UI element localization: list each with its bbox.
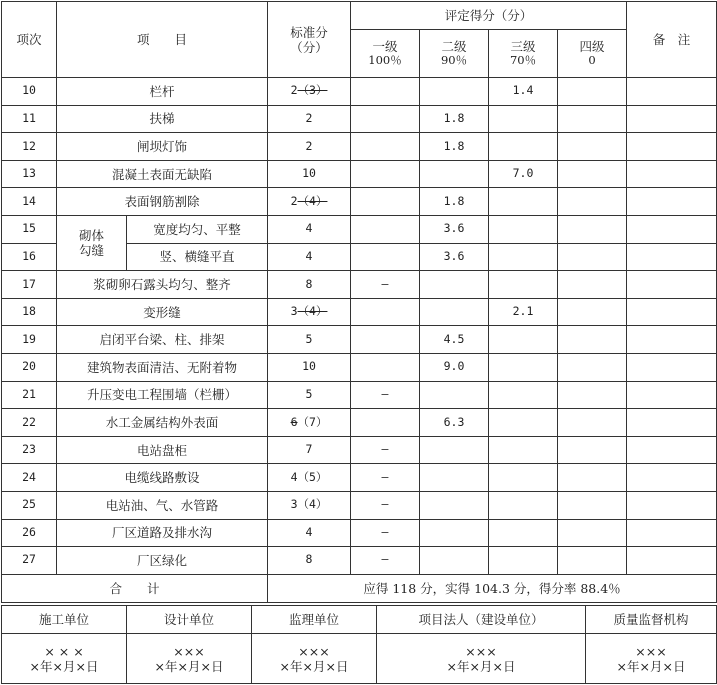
grade-score-g1: — (351, 436, 420, 464)
grade-score-g3 (489, 519, 558, 547)
std-struck-value: （4） (297, 193, 328, 208)
grade-score-g3 (489, 547, 558, 575)
sig-unit-supervision: 监理单位 (252, 606, 377, 634)
grade-header-3: 三级 70％ (489, 30, 558, 78)
sig-name: ××× (173, 643, 205, 659)
row-item: 电缆线路敷设 (57, 464, 268, 492)
grade-score-g3 (489, 271, 558, 299)
sig-cell-construction (2, 634, 127, 684)
row-std (268, 105, 351, 133)
grade-score-g1 (351, 188, 420, 216)
row-std (268, 519, 351, 547)
row-no: 25 (2, 491, 57, 519)
grade-score-g4 (558, 78, 627, 106)
row-item: 扶梯 (57, 105, 268, 133)
sig-name: ××× (635, 643, 667, 659)
grade-score-g1 (351, 215, 420, 243)
sig-unit-quality: 质量监督机构 (586, 606, 717, 634)
row-no: 24 (2, 464, 57, 492)
table-row (2, 298, 717, 326)
sig-unit-construction: 施工单位 (2, 606, 127, 634)
grade-score-g3 (489, 464, 558, 492)
table-row (2, 381, 717, 409)
col-header-item: 项 目 (57, 2, 268, 78)
sig-cell-supervision (252, 634, 377, 684)
grade-score-g2 (420, 381, 489, 409)
row-std (268, 271, 351, 299)
row-no: 27 (2, 547, 57, 575)
row-std (268, 491, 351, 519)
grade-score-g4 (558, 381, 627, 409)
grade-score-g4 (558, 519, 627, 547)
grade-score-g2 (420, 464, 489, 492)
std-value: 5 (305, 386, 313, 401)
std-value: 10 (302, 166, 316, 181)
grade-score-g1: — (351, 547, 420, 575)
grade-score-g1: — (351, 491, 420, 519)
row-item: 闸坝灯饰 (57, 133, 268, 161)
sig-name: × × × (44, 643, 84, 659)
grade-score-g3: 7.0 (489, 160, 558, 188)
table-row (2, 215, 717, 243)
grade-score-g4 (558, 409, 627, 437)
std-struck-value: （4） (297, 304, 328, 319)
row-remark (627, 215, 717, 243)
table-row (2, 78, 717, 106)
sig-date: ×年×月×日 (154, 658, 224, 674)
row-remark (627, 547, 717, 575)
grade-score-g4 (558, 105, 627, 133)
row-std (268, 353, 351, 381)
grade-score-g4 (558, 160, 627, 188)
grade-score-g2: 6.3 (420, 409, 489, 437)
grade-score-g2 (420, 160, 489, 188)
grade-score-g1: — (351, 519, 420, 547)
row-std (268, 215, 351, 243)
grade-score-g2 (420, 519, 489, 547)
row-remark (627, 298, 717, 326)
table-row (2, 519, 717, 547)
row-remark (627, 160, 717, 188)
grade-score-g2 (420, 298, 489, 326)
std-value: 2 (305, 138, 313, 153)
grade-score-g3 (489, 243, 558, 271)
row-std (268, 188, 351, 216)
row-remark (627, 491, 717, 519)
row-std (268, 78, 351, 106)
row-std (268, 409, 351, 437)
grade-score-g2: 1.8 (420, 133, 489, 161)
row-std (268, 243, 351, 271)
grade-score-g1 (351, 160, 420, 188)
row-remark (627, 133, 717, 161)
row-no: 15 (2, 215, 57, 243)
std-value: 2 (290, 83, 298, 98)
total-text: 应得 118 分，实得 104.3 分，得分率 88.4％ (268, 574, 717, 602)
grade-score-g1 (351, 409, 420, 437)
row-no: 22 (2, 409, 57, 437)
sig-name: ××× (298, 643, 330, 659)
grade-score-g2 (420, 271, 489, 299)
grade-score-g4 (558, 436, 627, 464)
grade-score-g3 (489, 215, 558, 243)
table-row (2, 160, 717, 188)
std-value: 3（4） (290, 497, 328, 512)
col-header-no: 项次 (2, 2, 57, 78)
std-value: 3 (290, 304, 298, 319)
row-remark (627, 519, 717, 547)
grade-header-2: 二级 90％ (420, 30, 489, 78)
std-header-line1: 标准分 (290, 24, 328, 40)
std-value: 4（5） (290, 469, 328, 484)
std-value: 8 (305, 552, 313, 567)
grade-score-g4 (558, 326, 627, 354)
row-item: 建筑物表面清洁、无附着物 (57, 353, 268, 381)
grade-score-g1 (351, 353, 420, 381)
std-value: 4 (305, 221, 313, 236)
row-no: 14 (2, 188, 57, 216)
grade-score-g2: 1.8 (420, 188, 489, 216)
grade-score-g1: — (351, 464, 420, 492)
row-std (268, 464, 351, 492)
grade-score-g1: — (351, 381, 420, 409)
grade-header-1: 一级 100％ (351, 30, 420, 78)
row-remark (627, 409, 717, 437)
sig-unit-owner: 项目法人（建设单位） (377, 606, 586, 634)
row-group: 砌体勾缝 (57, 215, 127, 270)
sig-name: ××× (465, 643, 497, 659)
grade-score-g3 (489, 409, 558, 437)
row-no: 19 (2, 326, 57, 354)
row-item: 栏杆 (57, 78, 268, 106)
row-remark (627, 353, 717, 381)
std-value: 2 (305, 110, 313, 125)
total-label: 合 计 (2, 574, 268, 602)
row-remark (627, 271, 717, 299)
grade-score-g3: 1.4 (489, 78, 558, 106)
row-std (268, 436, 351, 464)
row-no: 12 (2, 133, 57, 161)
table-row (2, 326, 717, 354)
grade-score-g1 (351, 243, 420, 271)
row-item: 升压变电工程围墙（栏栅） (57, 381, 268, 409)
std-value: 7 (305, 442, 313, 457)
grade-score-g4 (558, 298, 627, 326)
grade-score-g1 (351, 298, 420, 326)
std-value: 10 (302, 359, 316, 374)
signature-table (1, 605, 717, 684)
grade-score-g3 (489, 381, 558, 409)
grade-score-g4 (558, 353, 627, 381)
std-value: 4 (305, 248, 313, 263)
grade-score-g4 (558, 547, 627, 575)
row-remark (627, 381, 717, 409)
grade-score-g4 (558, 215, 627, 243)
row-std (268, 326, 351, 354)
grade-score-g1 (351, 78, 420, 106)
grade-score-g3 (489, 133, 558, 161)
sig-date: ×年×月×日 (616, 658, 686, 674)
grade-score-g1 (351, 326, 420, 354)
grade-score-g2 (420, 491, 489, 519)
row-no: 10 (2, 78, 57, 106)
grade-score-g2 (420, 436, 489, 464)
grade-score-g3 (489, 353, 558, 381)
row-remark (627, 78, 717, 106)
row-no: 20 (2, 353, 57, 381)
grade-score-g4 (558, 133, 627, 161)
grade-score-g3 (489, 326, 558, 354)
grade-score-g3 (489, 188, 558, 216)
row-no: 16 (2, 243, 57, 271)
grade-score-g4 (558, 464, 627, 492)
grade-score-g2 (420, 547, 489, 575)
grade-score-g1 (351, 105, 420, 133)
std-value: 8 (305, 276, 313, 291)
table-row (2, 547, 717, 575)
grade-header-4: 四级 0 (558, 30, 627, 78)
total-row (2, 574, 717, 602)
grade-score-g2: 9.0 (420, 353, 489, 381)
sig-date: ×年×月×日 (446, 658, 516, 674)
table-row (2, 271, 717, 299)
sig-cell-owner (377, 634, 586, 684)
grade-score-g3 (489, 436, 558, 464)
grade-score-g3: 2.1 (489, 298, 558, 326)
row-item: 浆砌卵石露头均匀、整齐 (57, 271, 268, 299)
row-std (268, 547, 351, 575)
sig-cell-design (127, 634, 252, 684)
row-no: 21 (2, 381, 57, 409)
std-value: 4 (305, 524, 313, 539)
grade-score-g4 (558, 491, 627, 519)
std-header-line2: （分） (290, 39, 328, 55)
std-struck-value: （3） (297, 83, 328, 98)
row-remark (627, 105, 717, 133)
row-no: 26 (2, 519, 57, 547)
row-item: 水工金属结构外表面 (57, 409, 268, 437)
grade-score-g1: — (351, 271, 420, 299)
grade-score-g3 (489, 105, 558, 133)
row-item: 表面钢筋割除 (57, 188, 268, 216)
col-header-eval: 评定得分（分） (351, 2, 627, 30)
grade-score-g4 (558, 271, 627, 299)
table-row (2, 133, 717, 161)
std-value: 2 (290, 193, 298, 208)
row-item: 厂区绿化 (57, 547, 268, 575)
row-item: 变形缝 (57, 298, 268, 326)
grade-score-g3 (489, 491, 558, 519)
row-no: 17 (2, 271, 57, 299)
row-remark (627, 243, 717, 271)
row-std (268, 381, 351, 409)
assessment-table (1, 1, 717, 603)
table-row (2, 491, 717, 519)
table-row (2, 436, 717, 464)
row-item: 电站油、气、水管路 (57, 491, 268, 519)
grade-score-g2: 3.6 (420, 215, 489, 243)
row-std (268, 298, 351, 326)
row-item: 启闭平台梁、柱、排架 (57, 326, 268, 354)
grade-score-g2: 4.5 (420, 326, 489, 354)
row-std (268, 160, 351, 188)
table-row (2, 353, 717, 381)
grade-score-g4 (558, 188, 627, 216)
grade-score-g1 (351, 133, 420, 161)
col-header-remark: 备 注 (627, 2, 717, 78)
table-row (2, 105, 717, 133)
table-row (2, 409, 717, 437)
row-no: 11 (2, 105, 57, 133)
row-remark (627, 464, 717, 492)
row-no: 23 (2, 436, 57, 464)
row-no: 18 (2, 298, 57, 326)
row-remark (627, 436, 717, 464)
grade-score-g2: 3.6 (420, 243, 489, 271)
std-struck-value: 6 (290, 414, 298, 429)
table-row (2, 464, 717, 492)
sig-cell-quality (586, 634, 717, 684)
sig-date: ×年×月×日 (29, 658, 99, 674)
grade-score-g2: 1.8 (420, 105, 489, 133)
row-std (268, 133, 351, 161)
std-value: 5 (305, 331, 313, 346)
col-header-std (268, 2, 351, 78)
std-value: （7） (297, 414, 328, 429)
row-item: 厂区道路及排水沟 (57, 519, 268, 547)
row-item: 电站盘柜 (57, 436, 268, 464)
sig-date: ×年×月×日 (279, 658, 349, 674)
row-item: 竖、横缝平直 (127, 243, 268, 271)
grade-score-g2 (420, 78, 489, 106)
row-remark (627, 326, 717, 354)
row-item: 混凝土表面无缺陷 (57, 160, 268, 188)
sig-unit-design: 设计单位 (127, 606, 252, 634)
row-no: 13 (2, 160, 57, 188)
table-row (2, 188, 717, 216)
grade-score-g4 (558, 243, 627, 271)
row-item: 宽度均匀、平整 (127, 215, 268, 243)
row-remark (627, 188, 717, 216)
